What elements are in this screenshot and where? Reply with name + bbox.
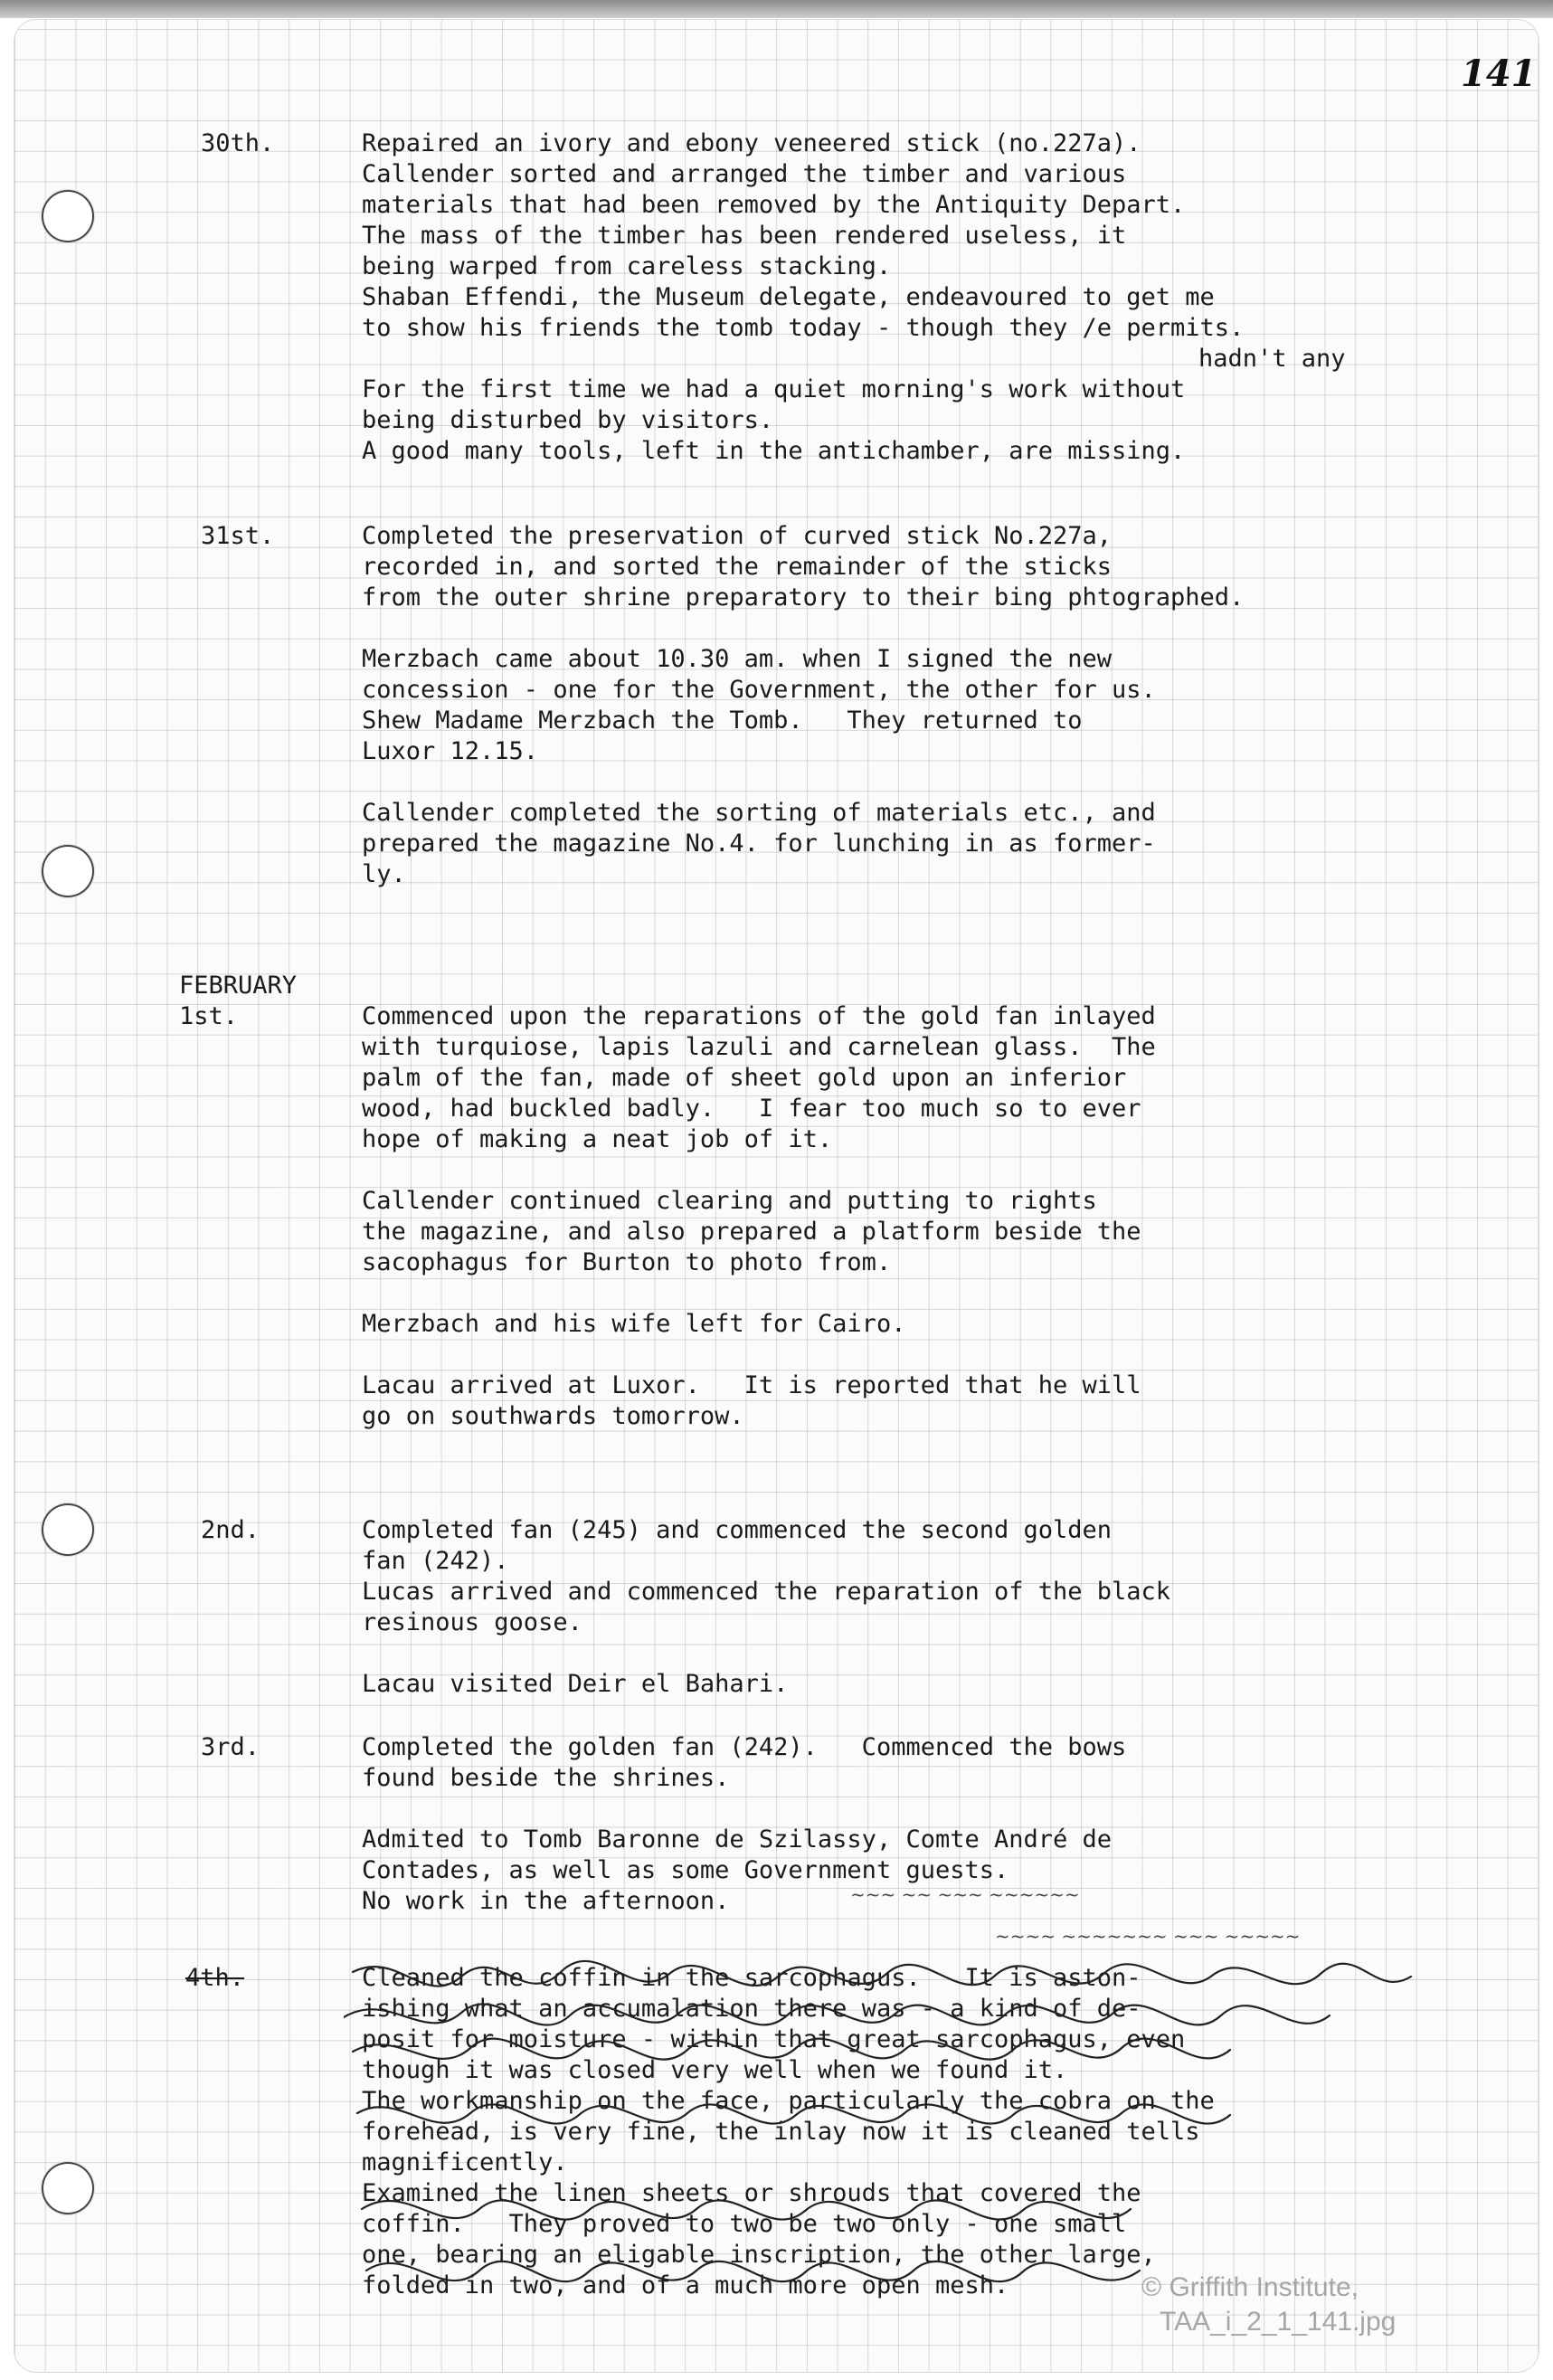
entry-paragraph: Commenced upon the reparations of the gold fan inlayed with turquiose, lapis lazuli and carnelean glass. The palm of the fan, made of sheet gold upon an inferior wood, had buckled badly. I fear too much so to ever hope of making a neat job of it. (362, 1002, 1156, 1153)
punch-hole (42, 2162, 94, 2214)
punch-hole (42, 190, 94, 242)
entry-paragraph: Lacau visited Deir el Bahari. (362, 1670, 789, 1698)
punch-hole (42, 1503, 94, 1556)
entry-paragraph: Callender completed the sorting of materials etc., and prepared the magazine No.4. for lunching in as former- ly. (362, 799, 1156, 888)
watermark-line: © Griffith Institute, (1141, 2272, 1359, 2302)
entry-paragraph: Callender continued clearing and putting to rights the magazine, and also prepared a platform beside the sacophagus for Burton to photo from. (362, 1187, 1141, 1276)
entry-date: 2nd. (201, 1516, 260, 1544)
faint-handwritten-note: ~~~ ~~ ~~~ ~~~~~~ (850, 1883, 1080, 1905)
entry-paragraph: Cleaned the coffin in the sarcophagus. It is aston- ishing what an accumalation there was - a kind of de- posit for moisture - within that great sarcophagus, even though it was closed very well when we found it. The workmanship on the face, particularly the cobra on the forehead, is very fine, the inlay now it is cleaned tells magnificently. Examined the linen sheets or shrouds that covered the coffin. They proved to two be two only - one small one, bearing an eligable inscription, the other large, folded in two, and of a much more open mesh. (362, 1964, 1215, 2299)
entry-date: 3rd. (201, 1733, 260, 1761)
entry-paragraph: Merzbach and his wife left for Cairo. (362, 1310, 906, 1338)
diary-entry-30th (362, 128, 1483, 498)
page-number: 141 (1461, 52, 1537, 95)
entry-date: 31st. (201, 522, 275, 550)
punch-hole (42, 845, 94, 897)
diary-entry-2nd (362, 1515, 1483, 1730)
faint-handwritten-note: ~~~~ ~~~~~~~ ~~~ ~~~~~ (995, 1925, 1301, 1947)
entry-date: 30th. (201, 129, 275, 157)
interlinear-note: hadn't any (1198, 345, 1346, 373)
entry-paragraph: Merzbach came about 10.30 am. when I signed the new concession - one for the Government, the other for us. Shew Madame Merzbach the Tomb. They returned to Luxor 12.15. (362, 645, 1156, 765)
entry-paragraph: Repaired an ivory and ebony veneered stick (no.227a). Callender sorted and arranged the timber and various materials that had been removed by the Antiquity Depart. The mass of the timber has been rendered useless, it being warped from careless stacking. Shaban Effendi, the Museum delegate, endeavoured to get me to show his friends the tomb today - though they /e permits. (362, 129, 1245, 342)
month-heading: FEBRUARY (179, 972, 298, 1000)
entry-paragraph: Admited to Tomb Baronne de Szilassy, Comte André de Contades, as well as some Government guests. No work in the afternoon. (362, 1825, 1113, 1915)
scan-top-edge (0, 0, 1553, 18)
diary-entry-3rd (362, 1732, 1483, 1948)
entry-paragraph: Completed the preservation of curved stick No.227a, recorded in, and sorted the remainder of the sticks from the outer shrine preparatory to their bing phtographed. (362, 522, 1245, 612)
entry-paragraph: For the first time we had a quiet morning's work without being disturbed by visitors. A good many tools, left in the antichamber, are missing. (362, 375, 1186, 465)
entry-paragraph: Completed fan (245) and commenced the second golden fan (242). Lucas arrived and commenced the reparation of the black resinous goose. (362, 1516, 1171, 1636)
diary-entry-1st (362, 1001, 1483, 1463)
entry-date: 4th. (185, 1964, 245, 1992)
entry-date: 1st. (179, 1002, 239, 1030)
copyright-watermark (1141, 2271, 1396, 2339)
entry-paragraph: Completed the golden fan (242). Commenced the bows found beside the shrines. (362, 1733, 1127, 1792)
diary-entry-31st (362, 521, 1483, 921)
watermark-line: TAA_i_2_1_141.jpg (1160, 2307, 1397, 2337)
entry-paragraph: Lacau arrived at Luxor. It is reported that he will go on southwards tomorrow. (362, 1371, 1141, 1430)
